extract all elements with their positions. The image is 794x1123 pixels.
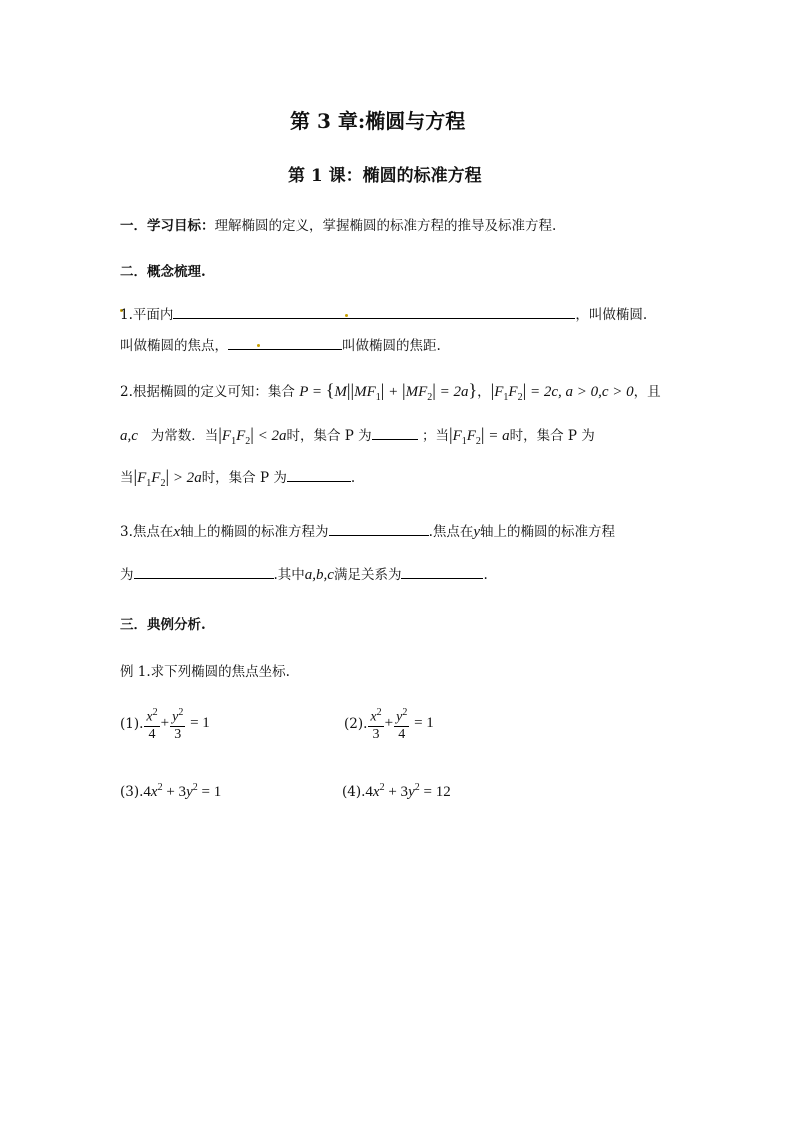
item-1-focal-text: 叫做椭圆的焦距. xyxy=(342,338,441,354)
problem-3-label: (3). xyxy=(120,784,144,800)
chapter-title: 第 3 章:椭圆与方程 xyxy=(290,109,466,133)
fraction: $\frac{y^2}{3}$ xyxy=(172,707,184,742)
problem-1: (1). $\frac{x^2}{4}$ + $\frac{y^2}{3}$ = 1 xyxy=(120,707,210,742)
section-3-heading: 三．典例分析. xyxy=(120,617,206,633)
case-greater-prefix: 当 xyxy=(120,470,134,486)
item-1-line-1 xyxy=(120,303,647,323)
problem-4 xyxy=(342,782,451,801)
problem-3 xyxy=(120,782,221,801)
case-equal-formula: $|F_1F_2| = a$ xyxy=(448,424,510,447)
example-1: 例 1.求下列椭圆的焦点坐标. xyxy=(120,664,290,680)
problem-3-equation: $4x^2 + 3y^2 = 1$ xyxy=(143,782,222,800)
item-2-line-2 xyxy=(120,424,595,447)
comma: ， xyxy=(477,384,491,400)
problem-4-equation: $4x^2 + 3y^2 = 12$ xyxy=(365,782,451,800)
case-less-text: 时，集合 P 为 xyxy=(286,428,372,444)
fraction: $\frac{x^2}{4}$ xyxy=(146,707,158,742)
blank-y-equation xyxy=(134,564,274,579)
and-text: ，且 xyxy=(633,384,661,400)
item-3-prefix: 3.焦点在 xyxy=(120,524,174,540)
case-greater-formula: $|F_1F_2| > 2a$ xyxy=(133,466,202,489)
where-text: .其中 xyxy=(273,567,305,583)
blank-focal-distance xyxy=(228,335,342,350)
constant-text: 为常数．当 xyxy=(150,428,219,444)
item-1-line-2 xyxy=(120,334,441,354)
y-axis-symbol: y xyxy=(473,524,481,540)
problem-2: (2). $\frac{x^2}{3}$ + $\frac{y^2}{4}$ = 1 xyxy=(344,707,434,742)
x-axis-text: 轴上的椭圆的标准方程为 xyxy=(180,524,329,540)
item-3-line-2: 为 .其中a,b,c满足关系为 . xyxy=(120,563,488,584)
marker-dot xyxy=(345,314,348,317)
item-2-prefix: 2.根据椭圆的定义可知：集合 xyxy=(120,384,295,400)
problem-4-label: (4). xyxy=(342,784,366,800)
abc-symbol: a,b,c xyxy=(304,567,334,583)
item-2-line-3: 当$|F_1F_2| > 2a$时，集合 P 为 . xyxy=(120,466,356,489)
fraction: $\frac{y^2}{4}$ xyxy=(396,707,408,742)
problem-2-label: (2). xyxy=(344,715,368,732)
blank-x-equation xyxy=(329,521,429,536)
case-greater-text: 时，集合 P 为 xyxy=(201,470,287,486)
condition-formula: $|F_1F_2| = 2c$, a > 0,c > 0 xyxy=(490,380,634,403)
case-equal-text: 时，集合 P 为 xyxy=(509,428,595,444)
case-less-formula: $|F_1F_2| < 2a$ xyxy=(218,424,287,447)
section-1 xyxy=(120,214,556,234)
blank-case-less xyxy=(372,425,418,440)
item-2-line-1 xyxy=(120,380,661,403)
item-1-prefix: 1.平面内 xyxy=(120,307,174,323)
blank-case-greater xyxy=(287,467,351,482)
section-1-text: 理解椭圆的定义，掌握椭圆的标准方程的推导及标准方程. xyxy=(214,218,557,234)
lesson-title: 第 1 课：椭圆的标准方程 xyxy=(288,166,482,186)
section-1-heading: 一．学习目标： xyxy=(120,218,215,234)
y-axis-text: 轴上的椭圆的标准方程 xyxy=(480,524,616,540)
marker-dot xyxy=(257,344,260,347)
item-1-suffix: ，叫做椭圆. xyxy=(575,307,648,323)
case-equal-prefix: ；当 xyxy=(421,428,449,444)
fraction: $\frac{x^2}{3}$ xyxy=(370,707,382,742)
ac-symbol: a,c xyxy=(120,428,138,444)
blank-definition xyxy=(173,304,575,319)
problem-1-label: (1). xyxy=(120,715,144,732)
blank-relation xyxy=(401,564,483,579)
item-3-line-1 xyxy=(120,520,615,541)
item-3-wei: 为 xyxy=(120,567,134,583)
y-axis-prefix: .焦点在 xyxy=(428,524,474,540)
set-formula: $P = \{M||MF_1| + |MF_2| = 2a\}$ xyxy=(299,380,478,403)
x-axis-symbol: x xyxy=(173,524,181,540)
section-2-heading: 二．概念梳理. xyxy=(120,264,206,280)
item-1-foci-text: 叫做椭圆的焦点， xyxy=(120,338,228,354)
relation-text: 满足关系为 xyxy=(333,567,402,583)
